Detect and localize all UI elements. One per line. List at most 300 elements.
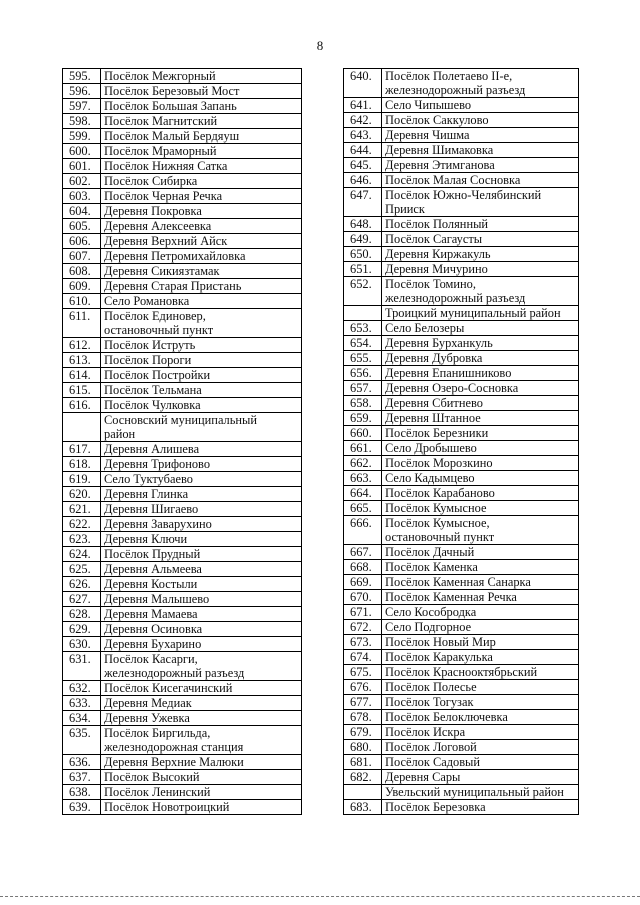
- settlement-name: [101, 249, 302, 264]
- table-row: [63, 99, 302, 114]
- table-row: [63, 279, 302, 294]
- row-number: 634.: [63, 711, 101, 726]
- row-number: 656.: [344, 366, 382, 381]
- page-bottom-rule: [0, 896, 640, 897]
- table-row: [63, 159, 302, 174]
- table-row: [344, 262, 579, 277]
- row-number: [344, 785, 382, 800]
- table-row: [63, 189, 302, 204]
- name-line: Деревня Озеро-Сосновка: [385, 381, 519, 395]
- name-line: Троицкий муниципальный район: [385, 306, 561, 320]
- row-number: 648.: [344, 217, 382, 232]
- name-line: Посёлок Садовый: [385, 755, 481, 769]
- district-header-row: [344, 306, 579, 321]
- row-number: 616.: [63, 398, 101, 413]
- row-number: 625.: [63, 562, 101, 577]
- settlement-name: [382, 366, 579, 381]
- settlement-name: [382, 217, 579, 232]
- name-line: Деревня Бухарино: [104, 637, 202, 651]
- name-line: Деревня Малышево: [104, 592, 210, 606]
- table-row: [344, 695, 579, 710]
- name-line: Увельский муниципальный район: [385, 785, 564, 799]
- table-row: [344, 680, 579, 695]
- name-line: Посёлок Касарги,: [104, 652, 198, 666]
- name-line: Деревня Ужевка: [104, 711, 190, 725]
- row-number: 660.: [344, 426, 382, 441]
- name-line: остановочный пункт: [385, 530, 495, 544]
- name-line: Деревня Трифоново: [104, 457, 211, 471]
- row-number: 676.: [344, 680, 382, 695]
- name-line: Посёлок Томино,: [385, 277, 476, 291]
- name-line: Посёлок Черная Речка: [104, 189, 223, 203]
- settlement-name: [382, 740, 579, 755]
- row-number: 653.: [344, 321, 382, 336]
- page-number: 8: [316, 38, 324, 53]
- name-line: Посёлок Малая Сосновка: [385, 173, 521, 187]
- table-row: [63, 637, 302, 652]
- table-row: [344, 217, 579, 232]
- settlement-name: [382, 516, 579, 545]
- table-row: [63, 517, 302, 532]
- table-row: [344, 232, 579, 247]
- table-row: [344, 113, 579, 128]
- settlement-name: [101, 607, 302, 622]
- row-number: 617.: [63, 442, 101, 457]
- name-line: Деревня Глинка: [104, 487, 189, 501]
- settlement-name: [101, 652, 302, 681]
- name-line: Посёлок Кумысное,: [385, 516, 490, 530]
- row-number: 606.: [63, 234, 101, 249]
- table-row: [344, 351, 579, 366]
- row-number: 649.: [344, 232, 382, 247]
- table-row: [344, 575, 579, 590]
- row-number: 635.: [63, 726, 101, 755]
- settlement-table-left: [62, 68, 302, 815]
- table-row: [344, 277, 579, 306]
- name-line: Деревня Дубровка: [385, 351, 483, 365]
- name-line: Село Кособродка: [385, 605, 477, 619]
- settlement-name: [382, 471, 579, 486]
- name-line: Деревня Сбитнево: [385, 396, 483, 410]
- settlement-name: [101, 144, 302, 159]
- settlement-name: [382, 158, 579, 173]
- table-row: [63, 800, 302, 815]
- settlement-name: [101, 770, 302, 785]
- row-number: 604.: [63, 204, 101, 219]
- table-row: [344, 800, 579, 815]
- name-line: Посёлок Чулковка: [104, 398, 201, 412]
- name-line: Деревня Этимганова: [385, 158, 495, 172]
- name-line: Деревня Сикиязтамак: [104, 264, 220, 278]
- table-row: [344, 665, 579, 680]
- settlement-name: [101, 69, 302, 84]
- name-line: железнодорожный разъезд: [385, 83, 526, 97]
- name-line: Посёлок Биргильда,: [104, 726, 211, 740]
- settlement-name: [382, 710, 579, 725]
- row-number: 663.: [344, 471, 382, 486]
- settlement-name: [382, 173, 579, 188]
- settlement-name: [382, 411, 579, 426]
- table-row: [63, 398, 302, 413]
- table-row: [63, 652, 302, 681]
- settlement-name: [382, 456, 579, 471]
- name-line: Посёлок Ленинский: [104, 785, 211, 799]
- table-row: [63, 294, 302, 309]
- settlement-name: [101, 755, 302, 770]
- table-row: [63, 249, 302, 264]
- row-number: 655.: [344, 351, 382, 366]
- row-number: 643.: [344, 128, 382, 143]
- row-number: 651.: [344, 262, 382, 277]
- row-number: 681.: [344, 755, 382, 770]
- settlement-name: [382, 381, 579, 396]
- settlement-name: [101, 726, 302, 755]
- table-row: [63, 219, 302, 234]
- name-line: Посёлок Сибирка: [104, 174, 198, 188]
- table-row: [344, 366, 579, 381]
- table-row: [63, 711, 302, 726]
- row-number: 642.: [344, 113, 382, 128]
- row-number: 657.: [344, 381, 382, 396]
- settlement-name: [101, 711, 302, 726]
- name-line: Село Романовка: [104, 294, 190, 308]
- row-number: 622.: [63, 517, 101, 532]
- name-line: Посёлок Сагаусты: [385, 232, 483, 246]
- name-line: Деревня Мичурино: [385, 262, 488, 276]
- settlement-name: [382, 486, 579, 501]
- settlement-name: [382, 665, 579, 680]
- settlement-name: [382, 351, 579, 366]
- row-number: 669.: [344, 575, 382, 590]
- name-line: Посёлок Логовой: [385, 740, 477, 754]
- table-row: [63, 353, 302, 368]
- settlement-name: [382, 545, 579, 560]
- row-number: 620.: [63, 487, 101, 502]
- settlement-name: [101, 189, 302, 204]
- table-row: [63, 309, 302, 338]
- table-row: [344, 635, 579, 650]
- table-row: [63, 562, 302, 577]
- district-header-row: [344, 785, 579, 800]
- settlement-name: [101, 353, 302, 368]
- row-number: 611.: [63, 309, 101, 338]
- name-line: Посёлок Полесье: [385, 680, 477, 694]
- name-line: Деревня Шимаковка: [385, 143, 494, 157]
- name-line: Посёлок Каменная Санарка: [385, 575, 531, 589]
- settlement-name: [382, 501, 579, 516]
- name-line: Посёлок Краснооктябрьский: [385, 665, 538, 679]
- name-line: Прииск: [385, 202, 425, 216]
- row-number: 639.: [63, 800, 101, 815]
- table-row: [344, 545, 579, 560]
- row-number: 614.: [63, 368, 101, 383]
- row-number: 671.: [344, 605, 382, 620]
- settlement-name: [382, 143, 579, 158]
- settlement-name: [382, 770, 579, 785]
- table-row: [63, 487, 302, 502]
- settlement-name: [382, 262, 579, 277]
- name-line: Посёлок Южно-Челябинский: [385, 188, 542, 202]
- name-line: Деревня Чишма: [385, 128, 470, 142]
- settlement-name: [101, 368, 302, 383]
- row-number: 644.: [344, 143, 382, 158]
- row-number: 638.: [63, 785, 101, 800]
- row-number: 641.: [344, 98, 382, 113]
- table-row: [344, 486, 579, 501]
- name-line: Посёлок Пороги: [104, 353, 192, 367]
- row-number: 667.: [344, 545, 382, 560]
- row-number: [63, 413, 101, 442]
- settlement-name: [382, 396, 579, 411]
- settlement-name: [382, 188, 579, 217]
- table-row: [344, 173, 579, 188]
- settlement-name: [382, 695, 579, 710]
- table-row: [344, 456, 579, 471]
- row-number: 677.: [344, 695, 382, 710]
- settlement-name: [101, 800, 302, 815]
- name-line: Посёлок Тогузак: [385, 695, 474, 709]
- name-line: Посёлок Каменная Речка: [385, 590, 517, 604]
- settlement-name: [101, 114, 302, 129]
- table-row: [344, 396, 579, 411]
- settlement-name: [101, 785, 302, 800]
- row-number: 612.: [63, 338, 101, 353]
- settlement-name: [101, 174, 302, 189]
- row-number: 675.: [344, 665, 382, 680]
- name-line: Деревня Старая Пристань: [104, 279, 242, 293]
- name-line: железнодорожный разъезд: [385, 291, 526, 305]
- name-line: Посёлок Единовер,: [104, 309, 206, 323]
- settlement-name: [382, 800, 579, 815]
- settlement-name: [101, 502, 302, 517]
- row-number: 603.: [63, 189, 101, 204]
- name-line: Деревня Киржакуль: [385, 247, 491, 261]
- table-row: [63, 457, 302, 472]
- table-row: [344, 605, 579, 620]
- settlement-name: [101, 279, 302, 294]
- name-line: Деревня Епанишниково: [385, 366, 512, 380]
- row-number: 654.: [344, 336, 382, 351]
- table-row: [344, 98, 579, 113]
- row-number: 627.: [63, 592, 101, 607]
- settlement-name: [101, 99, 302, 114]
- name-line: Деревня Бурханкуль: [385, 336, 493, 350]
- name-line: Село Белозеры: [385, 321, 465, 335]
- settlement-name: [101, 309, 302, 338]
- table-row: [344, 740, 579, 755]
- name-line: Посёлок Магнитский: [104, 114, 218, 128]
- settlement-name: [382, 321, 579, 336]
- settlement-name: [101, 442, 302, 457]
- name-line: Посёлок Каракулька: [385, 650, 493, 664]
- row-number: 664.: [344, 486, 382, 501]
- row-number: 601.: [63, 159, 101, 174]
- table-row: [63, 607, 302, 622]
- settlement-name: [101, 592, 302, 607]
- row-number: 633.: [63, 696, 101, 711]
- row-number: 672.: [344, 620, 382, 635]
- settlement-name: [382, 336, 579, 351]
- name-line: Деревня Мамаева: [104, 607, 198, 621]
- settlement-name: [101, 472, 302, 487]
- table-row: [63, 368, 302, 383]
- settlement-name: [382, 605, 579, 620]
- settlement-name: [382, 725, 579, 740]
- settlement-name: [382, 113, 579, 128]
- table-row: [63, 383, 302, 398]
- row-number: 608.: [63, 264, 101, 279]
- table-row: [63, 472, 302, 487]
- settlement-table-right: [343, 68, 579, 815]
- table-row: [344, 158, 579, 173]
- table-row: [63, 592, 302, 607]
- settlement-name: [101, 264, 302, 279]
- district-name: [101, 413, 302, 442]
- name-line: Деревня Заварухино: [104, 517, 212, 531]
- settlement-name: [101, 577, 302, 592]
- settlement-name: [101, 338, 302, 353]
- name-line: Посёлок Прудный: [104, 547, 201, 561]
- name-line: Деревня Штанное: [385, 411, 481, 425]
- table-row: [63, 755, 302, 770]
- name-line: Посёлок Морозкино: [385, 456, 493, 470]
- table-row: [63, 696, 302, 711]
- table-row: [63, 174, 302, 189]
- table-row: [63, 577, 302, 592]
- table-row: [63, 681, 302, 696]
- row-number: 613.: [63, 353, 101, 368]
- name-line: Посёлок Кумысное: [385, 501, 487, 515]
- table-row: [63, 338, 302, 353]
- row-number: 659.: [344, 411, 382, 426]
- table-row: [344, 336, 579, 351]
- table-row: [63, 770, 302, 785]
- settlement-name: [101, 681, 302, 696]
- row-number: 609.: [63, 279, 101, 294]
- settlement-name: [382, 277, 579, 306]
- table-row: [344, 755, 579, 770]
- district-header-row: [63, 413, 302, 442]
- name-line: Посёлок Березники: [385, 426, 489, 440]
- row-number: 595.: [63, 69, 101, 84]
- name-line: Деревня Ключи: [104, 532, 188, 546]
- row-number: [344, 306, 382, 321]
- row-number: 670.: [344, 590, 382, 605]
- row-number: 623.: [63, 532, 101, 547]
- name-line: Посёлок Большая Запань: [104, 99, 237, 113]
- settlement-name: [382, 575, 579, 590]
- name-line: Посёлок Постройки: [104, 368, 211, 382]
- settlement-name: [101, 398, 302, 413]
- settlement-name: [101, 204, 302, 219]
- row-number: 636.: [63, 755, 101, 770]
- district-name: [382, 785, 579, 800]
- table-row: [63, 129, 302, 144]
- table-row: [63, 114, 302, 129]
- table-body-right: [344, 69, 579, 815]
- settlement-name: [382, 247, 579, 262]
- settlement-name: [382, 426, 579, 441]
- settlement-name: [382, 128, 579, 143]
- table-row: [63, 502, 302, 517]
- table-row: [63, 144, 302, 159]
- row-number: 665.: [344, 501, 382, 516]
- name-line: Деревня Альмеева: [104, 562, 202, 576]
- settlement-name: [382, 232, 579, 247]
- table-row: [344, 501, 579, 516]
- settlement-name: [101, 219, 302, 234]
- table-row: [344, 411, 579, 426]
- row-number: 683.: [344, 800, 382, 815]
- name-line: Деревня Алексеевка: [104, 219, 212, 233]
- row-number: 661.: [344, 441, 382, 456]
- settlement-name: [382, 98, 579, 113]
- table-row: [344, 516, 579, 545]
- row-number: 618.: [63, 457, 101, 472]
- name-line: Посёлок Мраморный: [104, 144, 217, 158]
- row-number: 621.: [63, 502, 101, 517]
- settlement-name: [382, 69, 579, 98]
- row-number: 607.: [63, 249, 101, 264]
- name-line: Деревня Шигаево: [104, 502, 199, 516]
- name-line: Посёлок Малый Бердяуш: [104, 129, 240, 143]
- table-row: [344, 620, 579, 635]
- row-number: 647.: [344, 188, 382, 217]
- row-number: 630.: [63, 637, 101, 652]
- name-line: Деревня Алишева: [104, 442, 200, 456]
- row-number: 678.: [344, 710, 382, 725]
- name-line: Деревня Медиак: [104, 696, 192, 710]
- table-row: [344, 710, 579, 725]
- table-row: [63, 69, 302, 84]
- settlement-name: [382, 590, 579, 605]
- name-line: Посёлок Кисегачинский: [104, 681, 233, 695]
- row-number: 626.: [63, 577, 101, 592]
- table-row: [344, 560, 579, 575]
- table-row: [344, 247, 579, 262]
- name-line: Село Туктубаево: [104, 472, 193, 486]
- row-number: 650.: [344, 247, 382, 262]
- table-row: [344, 321, 579, 336]
- name-line: Посёлок Межгорный: [104, 69, 216, 83]
- row-number: 596.: [63, 84, 101, 99]
- settlement-name: [382, 635, 579, 650]
- settlement-name: [382, 560, 579, 575]
- settlement-name: [101, 84, 302, 99]
- settlement-name: [101, 159, 302, 174]
- name-line: Посёлок Новый Мир: [385, 635, 496, 649]
- settlement-name: [101, 294, 302, 309]
- settlement-name: [382, 755, 579, 770]
- row-number: 640.: [344, 69, 382, 98]
- table-row: [344, 650, 579, 665]
- name-line: Посёлок Каменка: [385, 560, 478, 574]
- table-row: [344, 770, 579, 785]
- name-line: Село Чипышево: [385, 98, 472, 112]
- row-number: 680.: [344, 740, 382, 755]
- settlement-name: [382, 441, 579, 456]
- settlement-name: [101, 517, 302, 532]
- row-number: 674.: [344, 650, 382, 665]
- name-line: Село Дробышево: [385, 441, 477, 455]
- row-number: 645.: [344, 158, 382, 173]
- name-line: Посёлок Дачный: [385, 545, 475, 559]
- row-number: 679.: [344, 725, 382, 740]
- name-line: Деревня Осиновка: [104, 622, 203, 636]
- table-row: [63, 264, 302, 279]
- table-row: [344, 188, 579, 217]
- table-row: [344, 426, 579, 441]
